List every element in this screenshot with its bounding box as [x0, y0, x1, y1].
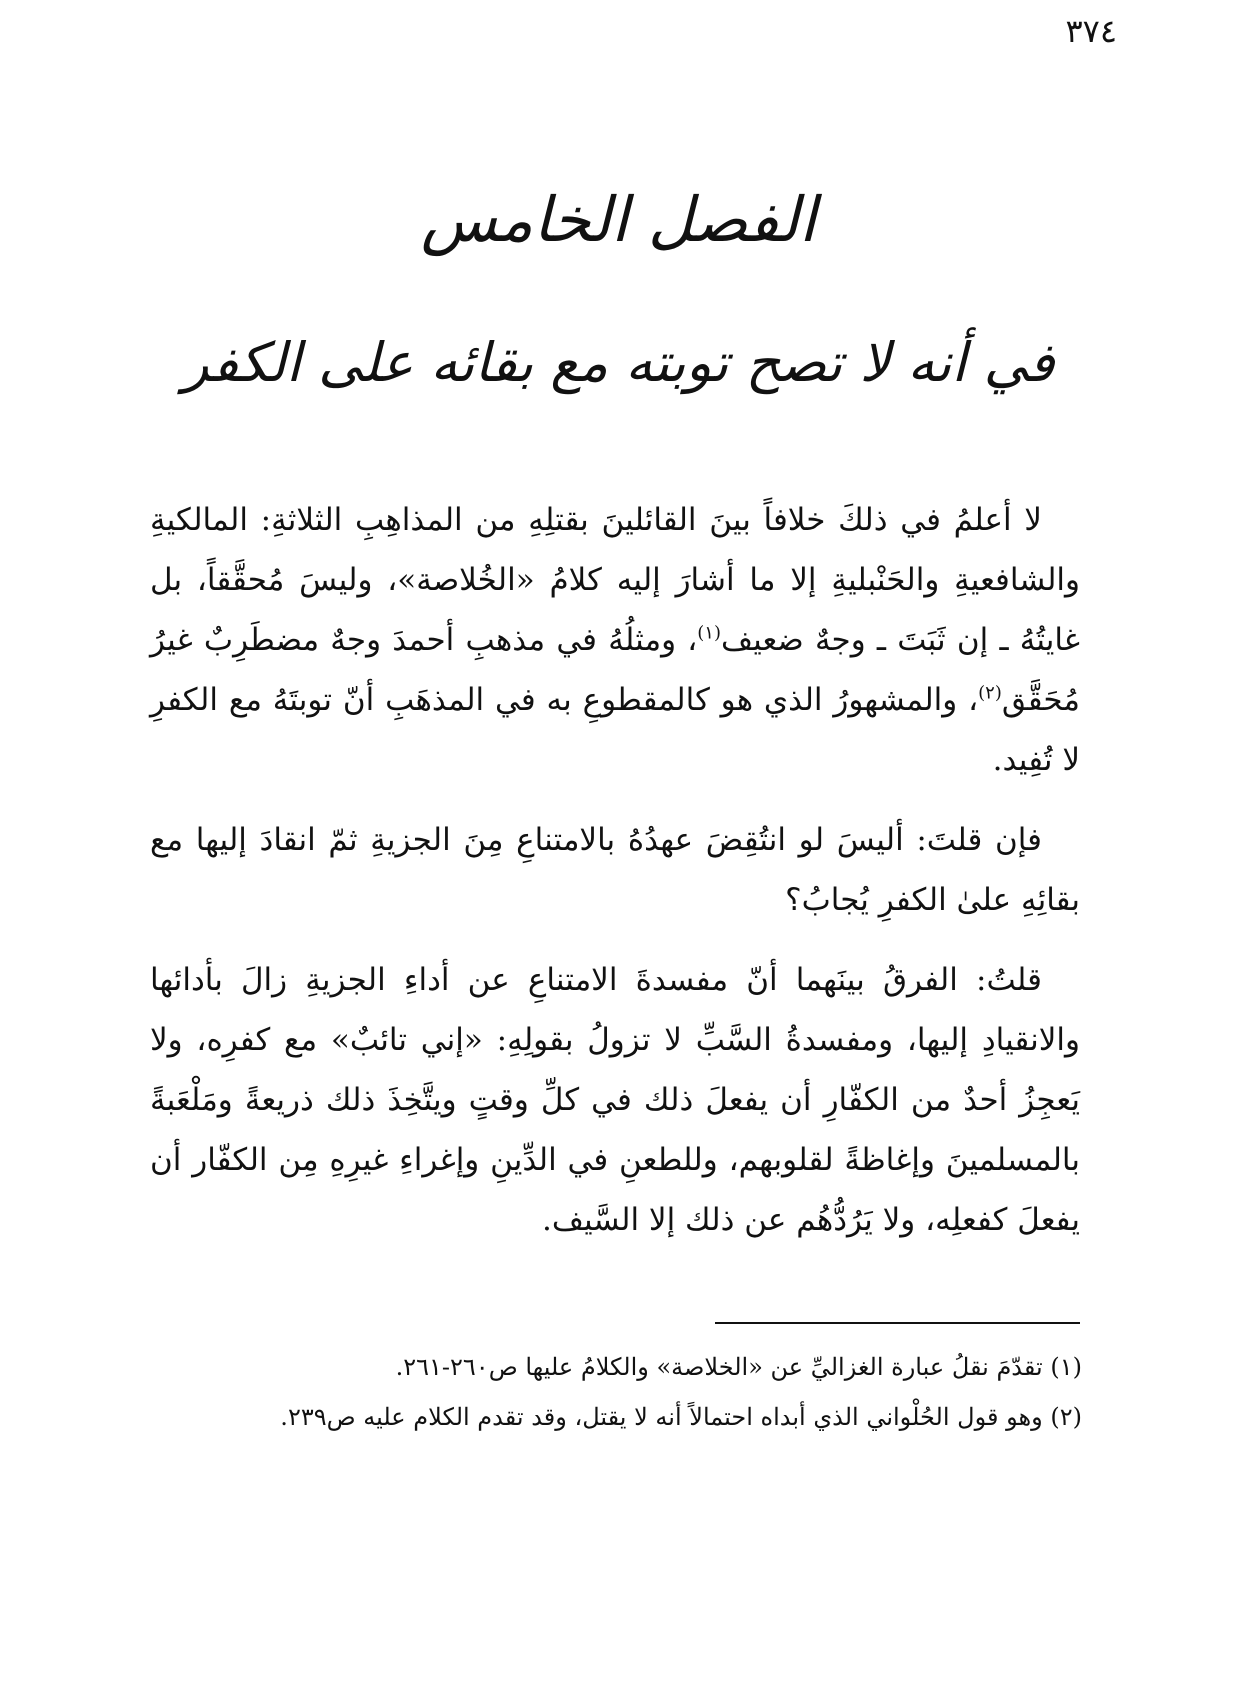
footnotes: [150, 1342, 1082, 1442]
chapter-title: الفصل الخامس: [420, 183, 817, 256]
footnote-1-mark: (١): [1050, 1353, 1082, 1381]
paragraph-1-part-a: لا أعلمُ في ذلكَ خلافاً بينَ القائلينَ بقتلِهِ من المذاهِبِ الثلاثةِ: المالكيةِ والشافعيةِ والحَنْبليةِ إلا ما أشارَ إليه كلامُ «الخُلاصة»، وليسَ مُحقَّقاً، بل غايتُهُ ـ إن ثَبَتَ ـ وجهٌ ضعيف: [150, 502, 1081, 658]
footnote-divider: [715, 1322, 1080, 1324]
footnote-ref-1[interactable]: (١): [697, 622, 721, 644]
paragraph-1-part-c: ، والمشهورُ الذي هو كالمقطوعِ به في المذهَبِ أنّ توبتَهُ مع الكفرِ لا تُفِيد.: [150, 682, 1080, 778]
paragraph-1: [150, 490, 1080, 790]
footnote-ref-2[interactable]: (٢): [978, 682, 1002, 704]
footnote-2-mark: (٢): [1050, 1403, 1082, 1431]
paragraph-2: فإن قلتَ: أليسَ لو انتُقِضَ عهدُهُ بالامتناعِ مِنَ الجزيةِ ثمّ انقادَ إليها مع بقائِهِ علىٰ الكفرِ يُجابُ؟: [150, 822, 1080, 918]
paragraph-3: قلتُ: الفرقُ بينَهما أنّ مفسدةَ الامتناعِ عن أداءِ الجزيةِ زالَ بأدائها والانقيادِ إليها، ومفسدةُ السَّبِّ لا تزولُ بقولِهِ: «إني تائبٌ» مع كفرِه، ولا يَعجِزُ أحدٌ من الكفّارِ أن يفعلَ ذلك في كلِّ وقتٍ ويتَّخِذَ ذلك ذريعةً ومَلْعَبةً بالمسلمينَ وإغاظةً لقلوبهم، وللطعنِ في الدِّينِ وإغراءِ غيرِهِ مِن الكفّار أن يفعلَ كفعلِه، ولا يَرُدُّهُم عن ذلك إلا السَّيف.: [150, 962, 1080, 1238]
main-text: [150, 490, 1080, 1270]
footnote-1-text: تقدّمَ نقلُ عبارة الغزاليِّ عن «الخلاصة» والكلامُ عليها ص٢٦٠-٢٦١.: [395, 1353, 1043, 1381]
footnote-2: [150, 1392, 1082, 1442]
chapter-subtitle: في أنه لا تصح توبته مع بقائه على الكفر: [182, 331, 1055, 394]
footnote-2-text: وهو قول الحُلْواني الذي أبداه احتمالاً أنه لا يقتل، وقد تقدم الكلام عليه ص٢٣٩.: [280, 1403, 1043, 1431]
paragraph-1-part-b: ، ومثلُهُ في مذهبِ أحمدَ وجهٌ مضطَرِبٌ غيرُ مُحَقَّق: [150, 622, 1080, 718]
footnote-1: [150, 1342, 1082, 1392]
page-number: ٣٧٤: [1065, 12, 1117, 50]
